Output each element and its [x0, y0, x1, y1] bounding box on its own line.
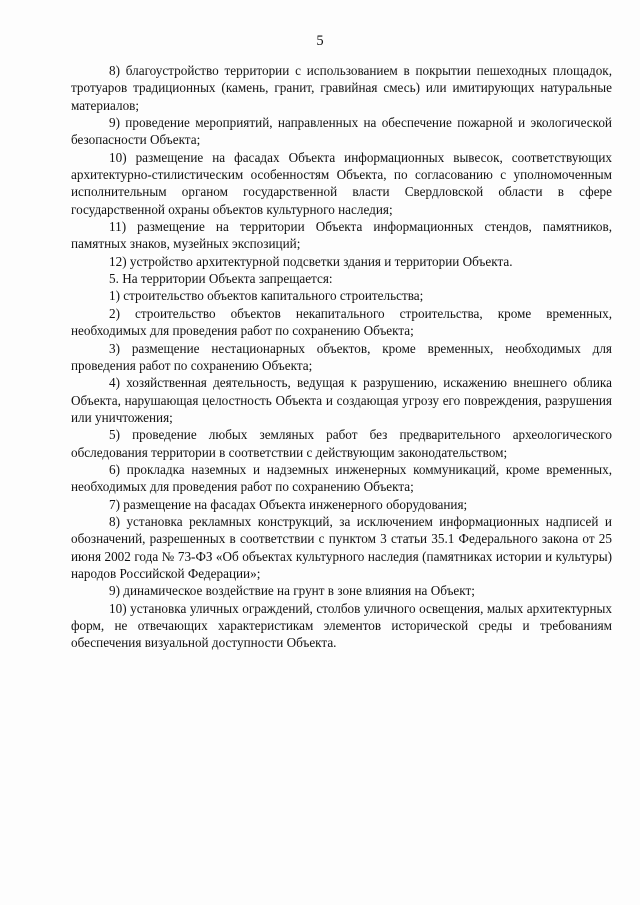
document-body: [71, 62, 612, 652]
page-number: 5: [316, 33, 324, 49]
prohibition-9-dynamic-impact: 9) динамическое воздействие на грунт в зоне влияния на Объект;: [109, 583, 475, 599]
prohibition-4-economic-activity: 4) хозяйственная деятельность, ведущая к разрушению, искажению внешнего облика Объекта, нарушающая целостность Объекта и создающая угрозу его повреждения, разрушения или уничтожения;: [71, 375, 612, 425]
prohibition-10-street-fences: 10) установка уличных ограждений, столбов уличного освещения, малых архитектурных форм, не отвечающих характеристикам элементов исторической среды и требованиям обеспечения визуальной доступности Объекта.: [71, 600, 612, 651]
paragraph-10-facade-signs: 10) размещение на фасадах Объекта информационных вывесок, соответствующих архитектурно-стилистическим особенностям Объекта, по согласованию с уполномоченным исполнительным органом государственной власти Свердловской области в сфере государственной охраны объектов культурного наследия;: [71, 149, 612, 217]
section-5-heading: 5. На территории Объекта запрещается:: [109, 271, 333, 287]
prohibition-1-capital-construction: 1) строительство объектов капитального строительства;: [109, 288, 424, 304]
prohibition-5-earthworks: 5) проведение любых земляных работ без предварительного археологического обследования территории в соответствии с действующим законодательством;: [71, 427, 612, 460]
prohibition-2-noncapital-construction: 2) строительство объектов некапитального строительства, кроме временных, необходимых для проведения работ по сохранению Объекта;: [71, 305, 612, 339]
paragraph-9-fire-safety: 9) проведение мероприятий, направленных на обеспечение пожарной и экологической безопасности Объекта;: [71, 115, 612, 148]
prohibition-6-utilities: 6) прокладка наземных и надземных инженерных коммуникаций, кроме временных, необходимых для проведения работ по сохранению Объекта;: [71, 461, 612, 495]
paragraph-8-landscaping: 8) благоустройство территории с использованием в покрытии пешеходных площадок, тротуаров традиционных (камень, гранит, гравийная смесь) или имитирующих натуральные материалов;: [71, 63, 612, 113]
paragraph-11-stands-monuments: 11) размещение на территории Объекта информационных стендов, памятников, памятных знаков, музейных экспозиций;: [71, 219, 612, 252]
prohibition-3-nonstationary-objects: 3) размещение нестационарных объектов, кроме временных, необходимых для проведения работ по сохранению Объекта;: [71, 340, 612, 373]
prohibition-7-facade-equipment: 7) размещение на фасадах Объекта инженерного оборудования;: [109, 496, 468, 512]
prohibition-8-advertising: 8) установка рекламных конструкций, за исключением информационных надписей и обозначений, разрешенных в соответствии с пунктом 3 статьи 35.1 Федерального закона от 25 июня 2002 года № 73-ФЗ «Об объектах культурного наследия (памятниках истории и культуры) народов Российской Федерации»;: [71, 513, 612, 581]
paragraph-12-lighting: 12) устройство архитектурной подсветки здания и территории Объекта.: [109, 253, 513, 269]
